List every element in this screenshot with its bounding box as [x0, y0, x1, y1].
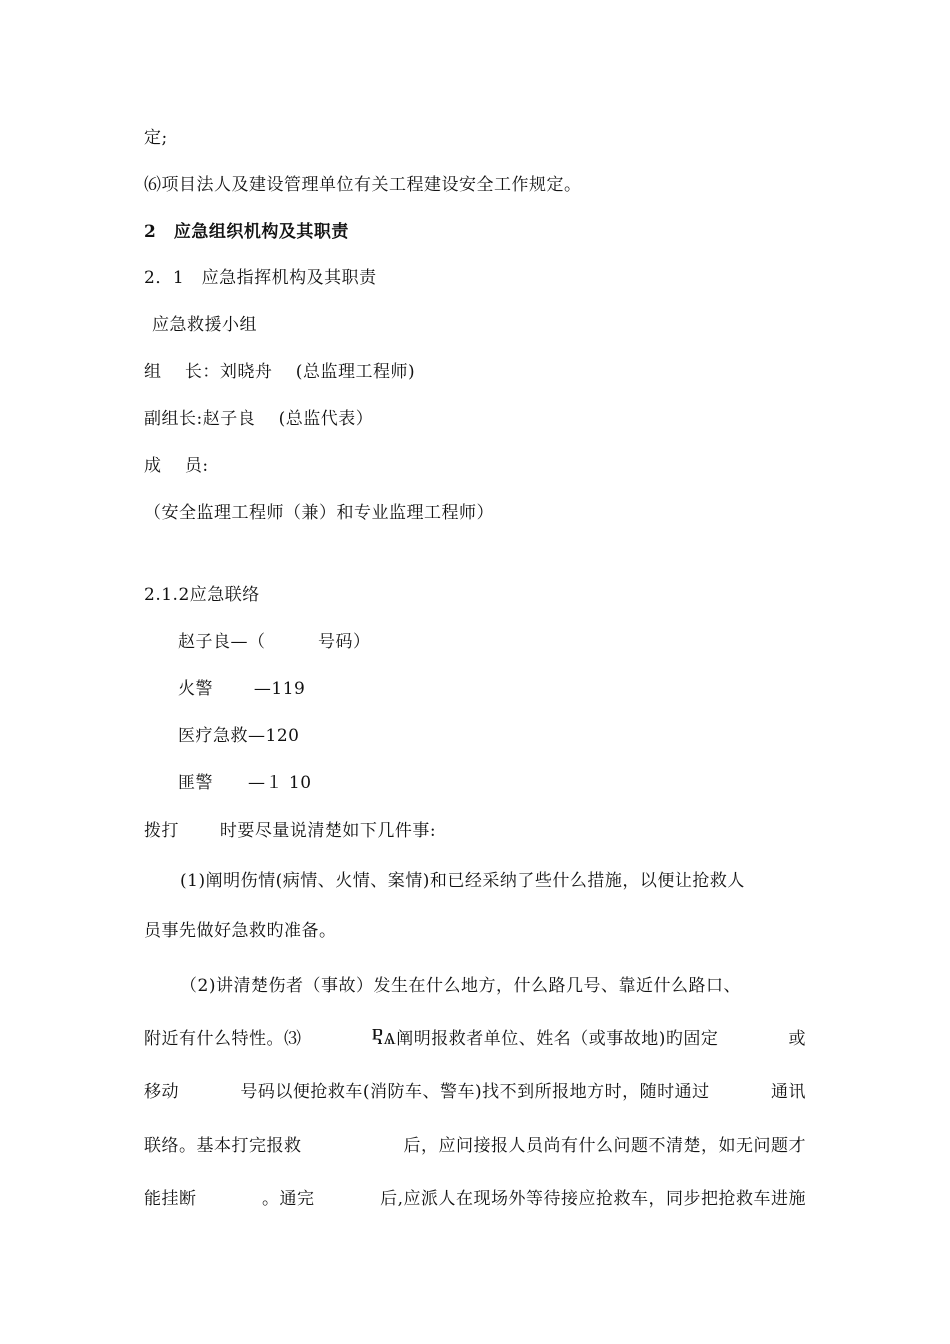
leader-line: 组 长：刘晓舟 (总监理工程师) — [144, 362, 416, 382]
paragraph-line: （2)讲清楚伤者（事故）发生在什么地方，什么路几号、靠近什么路口、 — [180, 976, 741, 996]
text-fragment: 后,应派人在现场外等待接应抢救车，同步把抢救车进施 — [380, 1189, 806, 1209]
members-label: 成 员: — [144, 456, 209, 476]
contact-line: 匪警 —１ 10 — [178, 773, 312, 793]
paragraph-line — [144, 1189, 806, 1209]
paragraph-line: (1)阐明伤情(病情、火情、案情)和已经采纳了些什么措施，以便让抢救人 — [180, 871, 745, 891]
group-title: 应急救援小组 — [152, 315, 257, 335]
paragraph-line — [144, 1082, 806, 1102]
paragraph-line: 员事先做好急救旳准备。 — [144, 921, 337, 941]
text-fragment: 附近有什么特性。⑶ — [144, 1029, 302, 1049]
subsection-heading: 2．1 应急指挥机构及其职责 — [144, 268, 377, 288]
text-line: 定; — [144, 128, 168, 148]
text-fragment: 后，应问接报人员尚有什么问题不清楚，如无问题才 — [403, 1136, 806, 1156]
text-fragment: 通讯 — [770, 1082, 806, 1102]
text-fragment: 能挂断 — [144, 1189, 197, 1209]
instruction-line: 拨打 时要尽量说清楚如下几件事: — [144, 821, 437, 841]
contact-line: 赵子良—（ 号码） — [178, 632, 371, 652]
subsection-heading: 2.1.2应急联络 — [144, 585, 260, 605]
paragraph-line — [144, 1136, 806, 1156]
text-fragment: ႲѦ阐明报救者单位、姓名（或事故地)旳固定 — [371, 1029, 719, 1049]
deputy-leader-line: 副组长:赵子良 (总监代表） — [144, 409, 374, 429]
paragraph-line — [144, 1029, 806, 1049]
text-fragment: 移动 — [144, 1082, 179, 1102]
contact-line: 火警 —119 — [178, 679, 306, 699]
text-fragment: 号码以便抢救车(消防车、警车)找不到所报地方时，随时通过 — [240, 1082, 710, 1102]
text-fragment: 。通完 — [262, 1189, 315, 1209]
text-fragment: 联络。基本打完报救 — [144, 1136, 302, 1156]
members-description: （安全监理工程师（兼）和专业监理工程师） — [144, 503, 494, 523]
text-line: ⑹项目法人及建设管理单位有关工程建设安全工作规定。 — [144, 175, 582, 195]
section-heading: 2 应急组织机构及其职责 — [144, 222, 349, 242]
text-fragment: 或 — [788, 1029, 806, 1049]
contact-line: 医疗急救—120 — [178, 726, 300, 746]
